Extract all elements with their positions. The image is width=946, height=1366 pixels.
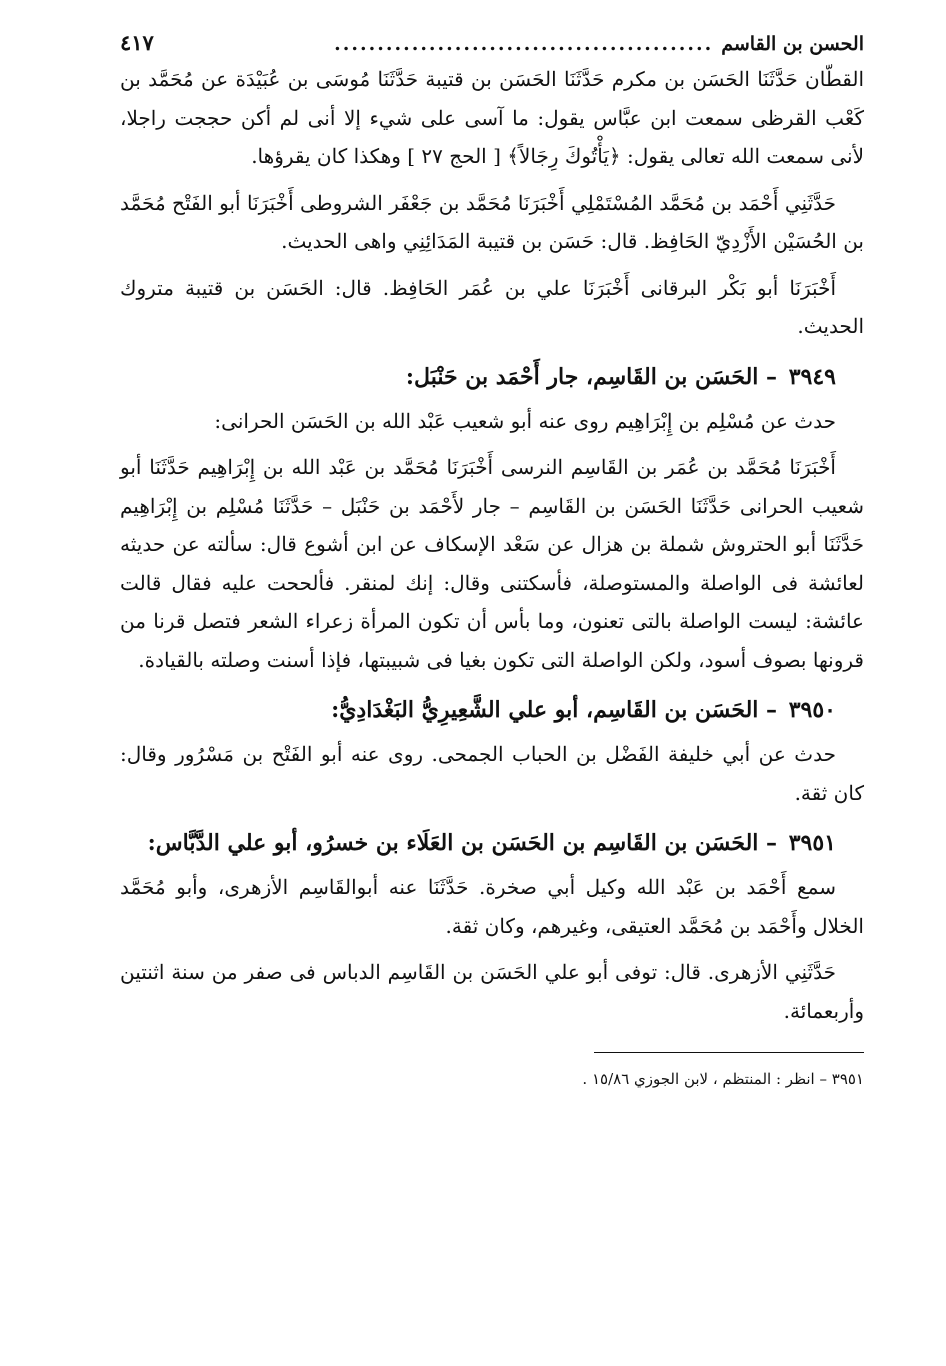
- running-header: [120, 26, 864, 60]
- leader-dots: ............................................: [334, 33, 714, 55]
- paragraph: حَدَّثَنِي أَحْمَد بن مُحَمَّد المُسْتَمْلِي أَخْبَرَنَا مُحَمَّد بن جَعْفَر الشروطى أَخْبَرَنَا أبو الفَتْح مُحَمَّد بن الحُسَيْن الأَزْدِيّ الحَافِظ. قال: حَسَن بن قتيبة المَدَائِنِي واهى الحديث.: [120, 190, 864, 253]
- entry-number: ٣٩٥١: [788, 830, 836, 856]
- paragraph: أَخْبَرَنَا أبو بَكْر البرقانى أَخْبَرَنَا علي بن عُمَر الحَافِظ. قال: الحَسَن بن قتيبة متروك الحديث.: [120, 275, 864, 338]
- biography-entry-3950: [120, 687, 864, 812]
- paragraph: سمع أَحْمَد بن عَبْد الله وكيل أبي صخرة. حَدَّثَنَا عنه أبوالقَاسِم الأزهرى، وأبو مُحَمَّد الخلال وأَحْمَد بن مُحَمَّد العتيقى، وغيرهم، وكان ثقة.: [120, 875, 864, 938]
- paragraph-continued: القطّان حَدَّثَنَا الحَسَن بن مكرم حَدَّثَنَا الحَسَن بن قتيبة حَدَّثَنَا مُوسَى بن عُبَيْدَة عن مُحَمَّد بن كَعْب القرظى سمعت ابن عبَّاس يقول: ما آسى على شيء إلا أنى لم أكن حججت راجلا، لأنى سمعت الله تعالى يقول: ﴿يَأْتُوكَ رِجَالاً﴾ [ الحج ٢٧ ] وهكذا كان يقرؤها.: [120, 67, 864, 168]
- entry-title: – الحَسَن بن القَاسِم، أبو علي الشَّعِيرِيُّ البَغْدَادِيُّ:: [331, 697, 778, 723]
- page-body: [120, 60, 864, 1091]
- entry-heading: [120, 820, 864, 866]
- biography-entry-3951: [120, 820, 864, 1030]
- footnote: ٣٩٥١ – انظر : المنتظم ، لابن الجوزي ١٥/٨٦ .: [582, 1070, 864, 1088]
- paragraph: حَدَّثَنِي الأزهرى. قال: توفى أبو علي الحَسَن بن القَاسِم الدباس فى صفر من سنة اثنتين وأربعمائة.: [120, 960, 864, 1023]
- paragraph: حدث عن مُسْلِم بن إِبْرَاهِيم روى عنه أبو شعيب عَبْد الله بن الحَسَن الحرانى:: [214, 408, 836, 433]
- biography-entry-3949: [120, 354, 864, 680]
- running-title: الحسن بن القاسم: [721, 33, 864, 55]
- paragraph: حدث عن أبي خليفة الفَضْل بن الحباب الجمحى. روى عنه أبو الفَتْح بن مَسْرُور وقال: كان ثقة.: [120, 742, 864, 805]
- entry-title: – الحَسَن بن القَاسِم، جار أَحْمَد بن حَنْبَل:: [405, 363, 778, 390]
- footnote-divider: [594, 1052, 864, 1053]
- entry-number: ٣٩٥٠: [788, 697, 836, 723]
- page-number: ٤١٧: [120, 30, 154, 55]
- entry-heading: [120, 687, 864, 733]
- paragraph: أَخْبَرَنَا مُحَمَّد بن عُمَر بن القَاسِم النرسى أَخْبَرَنَا مُحَمَّد بن عَبْد الله بن إِبْرَاهِيم حَدَّثَنَا أبو شعيب الحرانى حَدَّثَنَا الحَسَن بن القَاسِم – جار لأَحْمَد بن حَنْبَل – حَدَّثَنَا مُسْلِم بن إِبْرَاهِيم حَدَّثَنَا أبو الحتروش شملة بن هزال عن سَعْد الإسكاف عن ابن أشوع قال: سألته عن حديثه لعائشة فى الواصلة والمستوصلة، فأسكتنى وقال: إنك لمنقر. فألححت عليه فقال قالت عائشة: ليست الواصلة بالتى تعنون، وما بأس أن تكون المرأة زعراء الشعر فتصل قرنا من قرونها بصوف أسود، ولكن الواصلة التى تكون بغيا فى شبيبتها، فإذا أسنت وصلته بالقيادة.: [120, 455, 864, 672]
- entry-heading: [120, 354, 864, 400]
- entry-title: – الحَسَن بن القَاسِم بن الحَسَن بن العَلَاء بن خسرُو، أبو علي الدَّبَّاس:: [147, 830, 778, 856]
- entry-number: ٣٩٤٩: [788, 363, 836, 390]
